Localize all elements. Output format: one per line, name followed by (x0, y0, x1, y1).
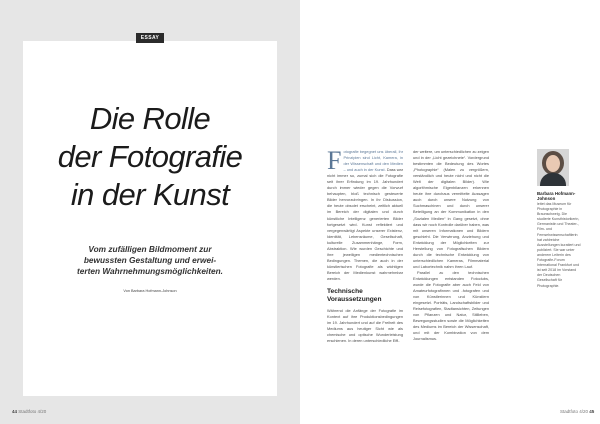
subtitle-line: Vom zufälligen Bildmoment zur (88, 244, 212, 254)
section-tag: ESSAY (136, 33, 164, 43)
body-paragraph: Während die Anfänge der Fotografie im Kontext auf ihre Produktionsbedingungen im 19. Jahrhundert und auf die Freiheit des Mediums aus heutiger Sicht wie als chemische und optische Wunderleistung erschienen. In deren unterschiedliche Effi- (327, 308, 403, 344)
drop-cap: F (327, 146, 342, 175)
text-column-2 (413, 149, 489, 343)
title-line: in der Kunst (70, 177, 230, 212)
byline: Von Barbara Hofmann-Johnson (123, 289, 177, 293)
right-folio (560, 409, 594, 414)
author-portrait (537, 149, 569, 186)
left-folio (12, 409, 46, 414)
author-sidebar (537, 149, 581, 289)
body-text: Dass war nicht immer so, zumal sich die Fotografie seit ihrer Erfindung im 19. Jahrhundert durch immer wieder gegen die Vorwurf behaupten, bloß technisch gesteuerte Bilder hervorzubringen. In ihr Diskussion, die heute obsolet erscheint, zeitlich aktuell im Bereich der digitalen und durch künstliche Intelligenz generierten Bilder fortgesetzt wird. Kunst reflektiert und vergegenwärtigt Aspekte unserer Existenz, Identität, Lebensräume, Gesellschaft, kulturelle Zusammenhänge, Form, Abstraktion. Wie wurden Geschichte und ihre jeweiligen medientechnischen Bedingungen. Themen, die auch in der künstlerischen Fotografie als wichtigen Bereich der Medienkunst wahrnehmbar werden. (327, 167, 403, 281)
section-heading: Technische Voraussetzungen (327, 288, 382, 304)
body-paragraph: Parallel zu den technischen Entwicklungen entstanden Fotoclubs, wurde die Fotografie aber auch Feld von Amateurfotografinnen und -fotografen und von Künstlerinnen und Künstlern eingesetzt. Porträts, Landschaftsbilder und Reisefotografien, Stadtansichten, Zeitungen von Pflanzen und Natur, Stillleben, Bewegungsstudien sowie die Möglichkeiten des Mediums im Bereich der Wissenschaft, und mit der Kombination von dem Journalismus. (413, 269, 489, 342)
title-line: der Fotografie (57, 139, 243, 174)
title-line: Die Rolle (89, 101, 211, 136)
page-number: 44 (12, 409, 18, 414)
text-column-1 (327, 146, 403, 344)
subtitle-line: terten Wahrnehmungsmöglichkeiten. (77, 265, 223, 276)
author-bio: leitet das Museum für Photographie in Braunschweig. Die studierte Kunsthistorikerin, Germanistin und Theater-, Film- und Fernsehwissenschaftlerin hat zahlreiche Ausstellungen kuratiert und publiziert. Sie war unter anderem Leiterin des Fotografie-Forum International Frankfurt und ist seit 2018 im Vorstand der Deutschen Gesellschaft für Photographie. (537, 202, 581, 288)
page-number: 45 (589, 409, 595, 414)
folio-label: Stadtfoto 4/20 (560, 409, 589, 414)
subtitle-line: bewussten Gestaltung und erwei- (83, 254, 217, 265)
author-name: Barbara Hofmann-Johnson (537, 191, 576, 201)
body-paragraph: der weitere, um unterschiedlichen zu zeigen und in der „Licht gezeichnete“. Vordergrund bestimmten die Bedeutung des Wortes „Photographie“ (Malen zu vergrößern, verständlich und heute nicht und nicht die Welt der digitalen Bilder). Wie algorithmische Eigenbilanzen erkennen heute ihre durchaus vermittelte Aussagen auch durch unsere Nutzung von Suchmaschinen und durch unserer Beteiligung an der Kommunikation in den „Sozialen Medien“ in Gang gesetzt, ohne dass wir noch Kontrolle darüber haben, was mit unseren Informationen und Bildern geschieht. Die Verwirrung, Anziehung und Entwicklung der Möglichkeiten zur Herstellung von Fotografischen Bildern durch die technische Entwicklung von unterschiedlichen Kameras, Filmmaterial und Labortechnik nahm ihren Lauf. (413, 149, 489, 269)
article-subtitle (48, 244, 252, 276)
lead-text: otografie begegnet uns überall, ihr Prinzipien sind Licht, Kamera, in der Wissenschaft und den Medien – und auch in der Kunst. (343, 149, 403, 173)
article-title (23, 100, 277, 214)
title-card (23, 41, 277, 396)
folio-label: Stadtfoto 4/20 (18, 409, 47, 414)
lead-paragraph (327, 146, 403, 282)
